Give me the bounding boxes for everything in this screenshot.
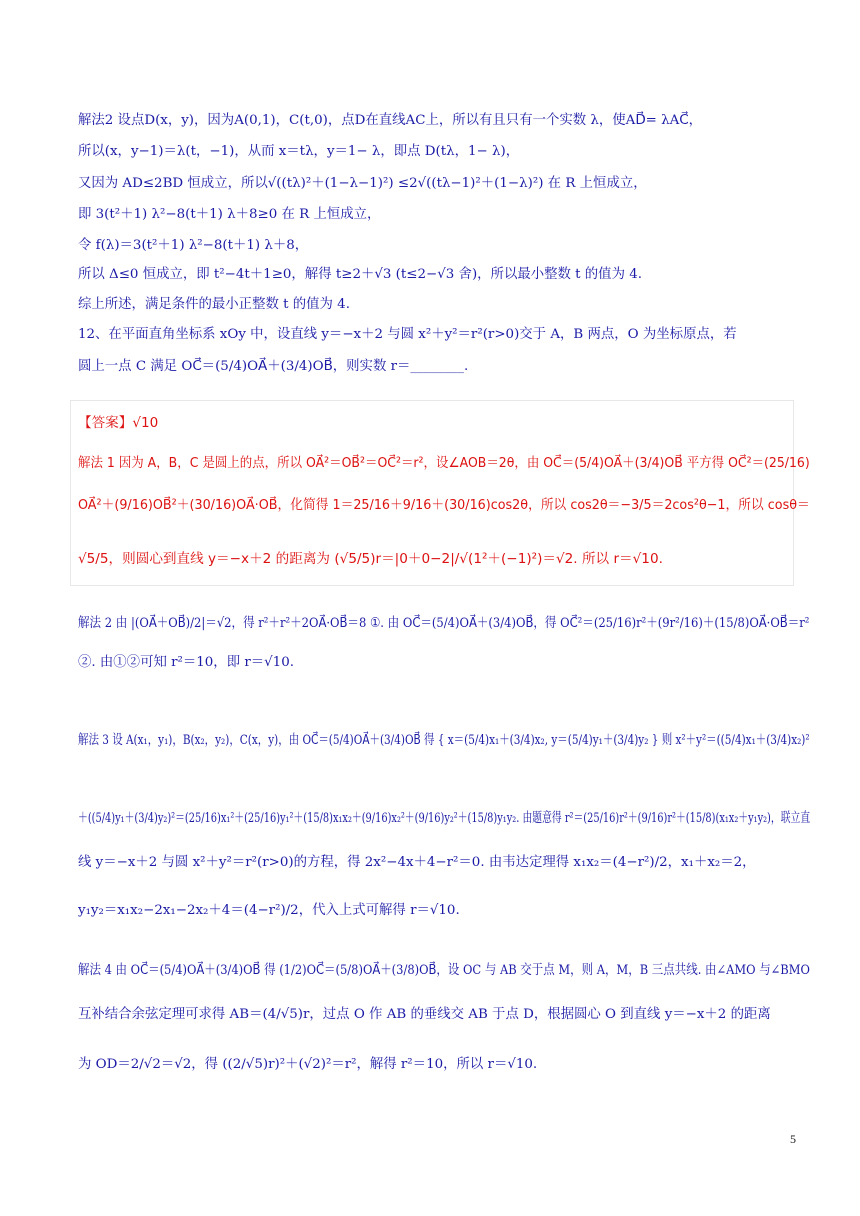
solution-3: 解法 3 设 A(x₁，y₁)，B(x₂，y₂)，C(x，y)，由 OC⃗＝(5/4)OA⃗＋(3/4)OB⃗ 得 { x＝(5/4)x₁＋(3/4)x₂, y＝(5/4)y₁＋(3/4)y₂ } 则 x²＋y²＝((5/4)x₁＋(3/4)x₂)² [78,733,810,748]
solution-4-cont: 为 OD＝2/√2＝√2，得 ((2/√5)r)²＋(√2)²＝r²，解得 r²＝10，所以 r＝√10. [78,1057,538,1072]
solution-1-cont: √5/5，则圆心到直线 y＝−x＋2 的距离为 (√5/5)r＝|0＋0−2|/√(1²＋(−1)²)＝√2. 所以 r＝√10. [78,551,663,567]
text-line: 令 f(λ)＝3(t²＋1) λ²−8(t＋1) λ＋8， [78,238,309,253]
solution-3-cont: y₁y₂＝x₁x₂−2x₁−2x₂＋4＝(4−r²)/2，代入上式可解得 r＝√10. [78,903,460,918]
solution-4: 解法 4 由 OC⃗＝(5/4)OA⃗＋(3/4)OB⃗ 得 (1/2)OC⃗＝(5/8)OA⃗＋(3/8)OB⃗，设 OC 与 AB 交于点 M，则 A，M，B 三点共线. 由∠AMO 与∠BMO [78,963,810,978]
question-12: 12、在平面直角坐标系 xOy 中，设直线 y＝−x＋2 与圆 x²＋y²＝r²(r>0)交于 A，B 两点，O 为坐标原点，若 [78,327,737,342]
solution-3-cont: 线 y＝−x＋2 与圆 x²＋y²＝r²(r>0)的方程，得 2x²−4x＋4−r²＝0. 由韦达定理得 x₁x₂＝(4−r²)/2，x₁＋x₂＝2， [78,855,756,870]
solution-4-cont: 互补结合余弦定理可求得 AB＝(4/√5)r，过点 O 作 AB 的垂线交 AB 于点 D，根据圆心 O 到直线 y＝−x＋2 的距离 [78,1007,771,1022]
text-line: 综上所述，满足条件的最小正整数 t 的值为 4. [78,297,350,312]
solution-1: 解法 1 因为 A，B，C 是圆上的点，所以 OA⃗²＝OB⃗²＝OC⃗²＝r²，设∠AOB＝2θ，由 OC⃗＝(5/4)OA⃗＋(3/4)OB⃗ 平方得 OC⃗²＝(25/16) [78,455,810,471]
page-number: 5 [790,1132,796,1146]
text-line: 所以(x，y−1)＝λ(t，−1)，从而 x＝tλ，y＝1− λ，即点 D(tλ，1− λ)， [78,144,520,159]
solution-1-cont: OA⃗²＋(9/16)OB⃗²＋(30/16)OA⃗·OB⃗，化简得 1＝25/16＋9/16＋(30/16)cos2θ，所以 cos2θ＝−3/5＝2cos²θ−1，所以 cosθ＝ [78,497,810,513]
solution-2: 解法 2 由 |(OA⃗＋OB⃗)/2|＝√2，得 r²＋r²＋2OA⃗·OB⃗＝8 ①. 由 OC⃗＝(5/4)OA⃗＋(3/4)OB⃗，得 OC⃗²＝(25/16)r²＋(9r²/16)＋(15/8)OA⃗·OB⃗＝r² [78,616,810,631]
text-line: 即 3(t²＋1) λ²−8(t＋1) λ＋8≥0 在 R 上恒成立， [78,207,381,222]
text-line: 又因为 AD≤2BD 恒成立，所以√((tλ)²＋(1−λ−1)²) ≤2√((tλ−1)²＋(1−λ)²) 在 R 上恒成立， [78,176,647,191]
text-line: 所以 Δ≤0 恒成立，即 t²−4t＋1≥0，解得 t≥2＋√3 (t≤2−√3 舍)，所以最小整数 t 的值为 4. [78,267,643,282]
text-line: 解法2 设点D(x，y)，因为A(0,1)，C(t,0)，点D在直线AC上，所以有且只有一个实数 λ，使AD⃗= λAC⃗， [78,113,703,128]
solution-3-cont: ＋((5/4)y₁＋(3/4)y₂)²＝(25/16)x₁²＋(25/16)y₁²＋(15/8)x₁x₂＋(9/16)x₂²＋(9/16)y₂²＋(15/8)y₁y₂. 由题意得 r²＝(25/16)r²＋(9/16)r²＋(15/8)(x₁x₂＋y₁y₂)，联立直 [78,811,811,826]
answer-label: 【答案】√10 [78,415,159,431]
question-12-cont: 圆上一点 C 满足 OC⃗＝(5/4)OA⃗＋(3/4)OB⃗，则实数 r＝________. [78,359,469,374]
solution-2-cont: ②. 由①②可知 r²＝10，即 r＝√10. [78,655,294,670]
